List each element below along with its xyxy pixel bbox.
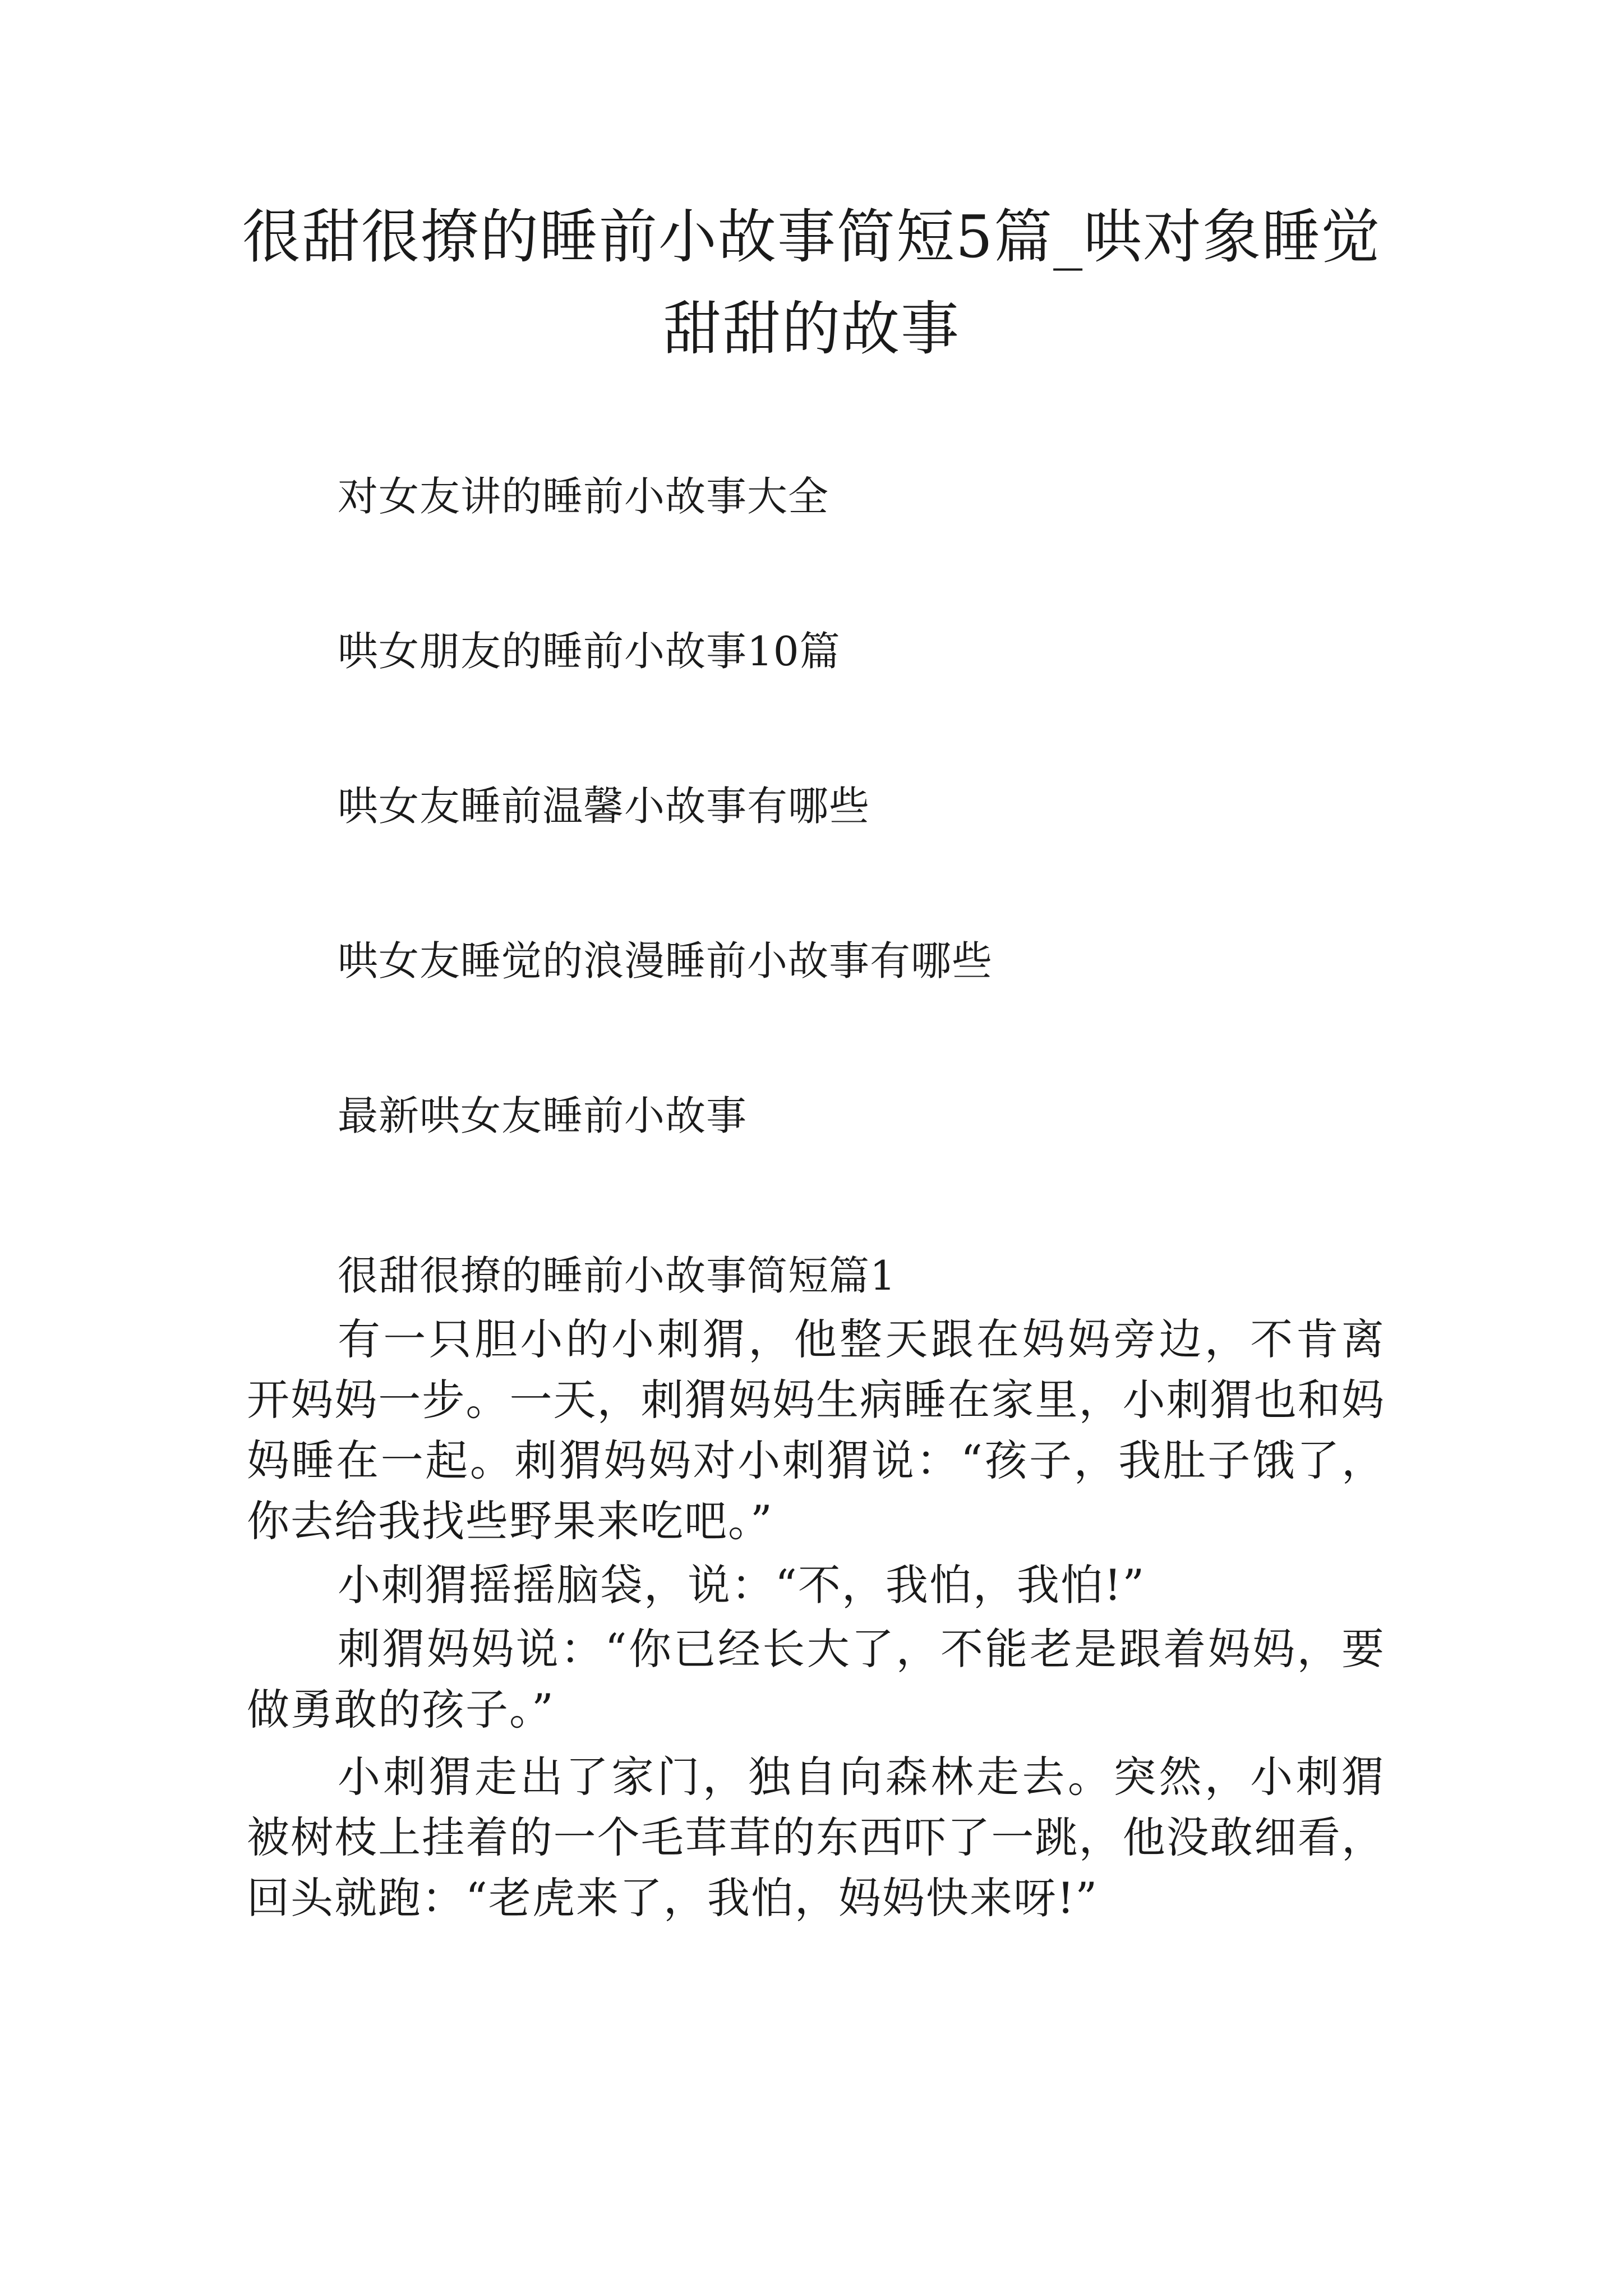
toc-item: 哄女朋友的睡前小故事10篇: [338, 628, 841, 675]
story-paragraph: 刺猬妈妈说：“你已经长大了，不能老是跟着妈妈，要做勇敢的孩子。”: [247, 1624, 1385, 1734]
story-paragraph: 小刺猬摇摇脑袋，说：“不，我怕，我怕!”: [338, 1560, 1146, 1610]
story-body: [247, 1245, 1385, 1929]
toc-item: 哄女友睡觉的浪漫睡前小故事有哪些: [338, 937, 993, 984]
toc-list: [338, 471, 1403, 1245]
document-title: 很甜很撩的睡前小故事简短5篇_哄对象睡觉甜甜的故事: [242, 203, 1381, 363]
toc-item: 哄女友睡前温馨小故事有哪些: [338, 783, 870, 830]
toc-item: 最新哄女友睡前小故事: [338, 1092, 748, 1139]
story-paragraph: 有一只胆小的小刺猬，他整天跟在妈妈旁边，不肯离开妈妈一步。一天，刺猬妈妈生病睡在家里，小刺猬也和妈妈睡在一起。刺猬妈妈对小刺猬说：“孩子，我肚子饿了，你去给我找些野果来吃吧。”: [247, 1314, 1385, 1546]
toc-item: 对女友讲的睡前小故事大全: [338, 473, 829, 520]
section-heading: 很甜很撩的睡前小故事简短篇1: [338, 1252, 896, 1299]
story-paragraph: 小刺猬走出了家门，独自向森林走去。突然，小刺猬被树枝上挂着的一个毛茸茸的东西吓了一跳，他没敢细看，回头就跑：“老虎来了，我怕，妈妈快来呀!”: [247, 1752, 1385, 1923]
